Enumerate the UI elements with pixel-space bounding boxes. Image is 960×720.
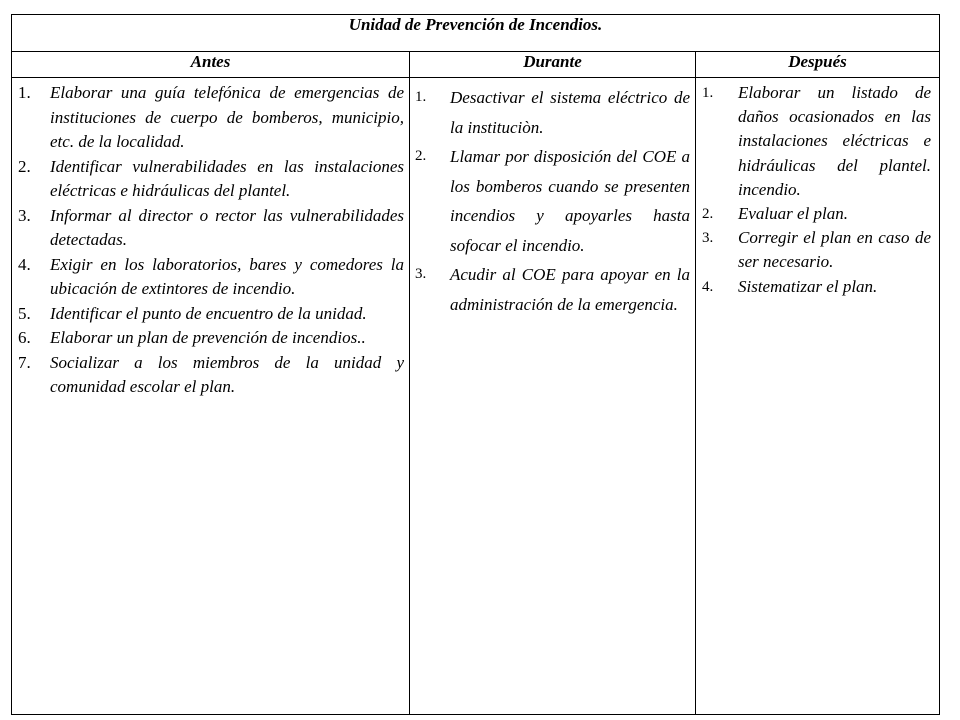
item-text: Exigir en los laboratorios, bares y comedores la ubicación de extintores de incendio.: [50, 254, 404, 298]
durante-cell: [410, 78, 696, 715]
list-item: [18, 326, 404, 351]
header-row: [12, 52, 940, 78]
item-number: 3.: [18, 205, 31, 225]
item-text: Llamar por disposición del COE a los bomberos cuando se presenten incendios y apoyarles hasta sofocar el incendio.: [450, 147, 690, 255]
list-item: [415, 142, 690, 260]
item-text: Elaborar un listado de daños ocasionados en las instalaciones eléctricas e hidráulicas del plantel. incendio.: [738, 83, 931, 199]
list-item: [702, 226, 931, 274]
prevention-plan-table: [11, 14, 940, 715]
item-number: 5.: [18, 303, 31, 323]
content-row: [12, 78, 940, 715]
item-number: 7.: [18, 352, 31, 372]
item-text: Elaborar un plan de prevención de incendios..: [50, 328, 366, 347]
item-number: 3.: [702, 230, 714, 247]
durante-list: [410, 78, 695, 319]
list-item: [18, 204, 404, 253]
item-text: Informar al director o rector las vulnerabilidades detectadas.: [50, 205, 404, 249]
item-text: Sistematizar el plan.: [738, 276, 878, 296]
table-title: Unidad de Prevención de Incendios.: [12, 15, 940, 52]
item-text: Acudir al COE para apoyar en la administración de la emergencia.: [450, 265, 690, 314]
list-item: [702, 202, 931, 226]
item-text: Elaborar una guía telefónica de emergencias de instituciones de cuerpo de bomberos, municipio, etc. de la localidad.: [50, 83, 404, 151]
column-header-antes: Antes: [12, 52, 410, 78]
item-number: 2.: [18, 156, 31, 176]
item-number: 1.: [702, 85, 714, 101]
list-item: [18, 253, 404, 302]
item-number: 4.: [702, 278, 714, 295]
antes-list: [12, 78, 409, 400]
despues-cell: [696, 78, 940, 715]
item-text: Desactivar el sistema eléctrico de la instituciòn.: [450, 88, 690, 137]
list-item: [18, 302, 404, 327]
item-text: Corregir el plan en caso de ser necesario.: [738, 228, 931, 272]
item-text: Identificar el punto de encuentro de la unidad.: [50, 303, 367, 323]
column-header-despues: Después: [696, 52, 940, 78]
item-text: Identificar vulnerabilidades en las instalaciones eléctricas e hidráulicas del plantel.: [50, 156, 404, 200]
item-number: 2.: [415, 148, 427, 164]
list-item: [415, 260, 690, 319]
list-item: [18, 155, 404, 204]
item-text: Evaluar el plan.: [738, 204, 849, 224]
column-header-durante: Durante: [410, 52, 696, 78]
item-number: 1.: [415, 89, 427, 105]
list-item: [415, 83, 690, 142]
item-number: 6.: [18, 328, 31, 347]
list-item: [18, 351, 404, 400]
item-number: 2.: [702, 206, 714, 223]
list-item: [18, 81, 404, 155]
item-number: 3.: [415, 266, 427, 282]
item-number: 4.: [18, 254, 31, 274]
item-text: Socializar a los miembros de la unidad y comunidad escolar el plan.: [50, 352, 404, 396]
despues-list: [696, 78, 939, 299]
list-item: [702, 81, 931, 202]
list-item: [702, 275, 931, 299]
antes-cell: [12, 78, 410, 715]
title-row: [12, 15, 940, 52]
item-number: 1.: [18, 83, 31, 102]
